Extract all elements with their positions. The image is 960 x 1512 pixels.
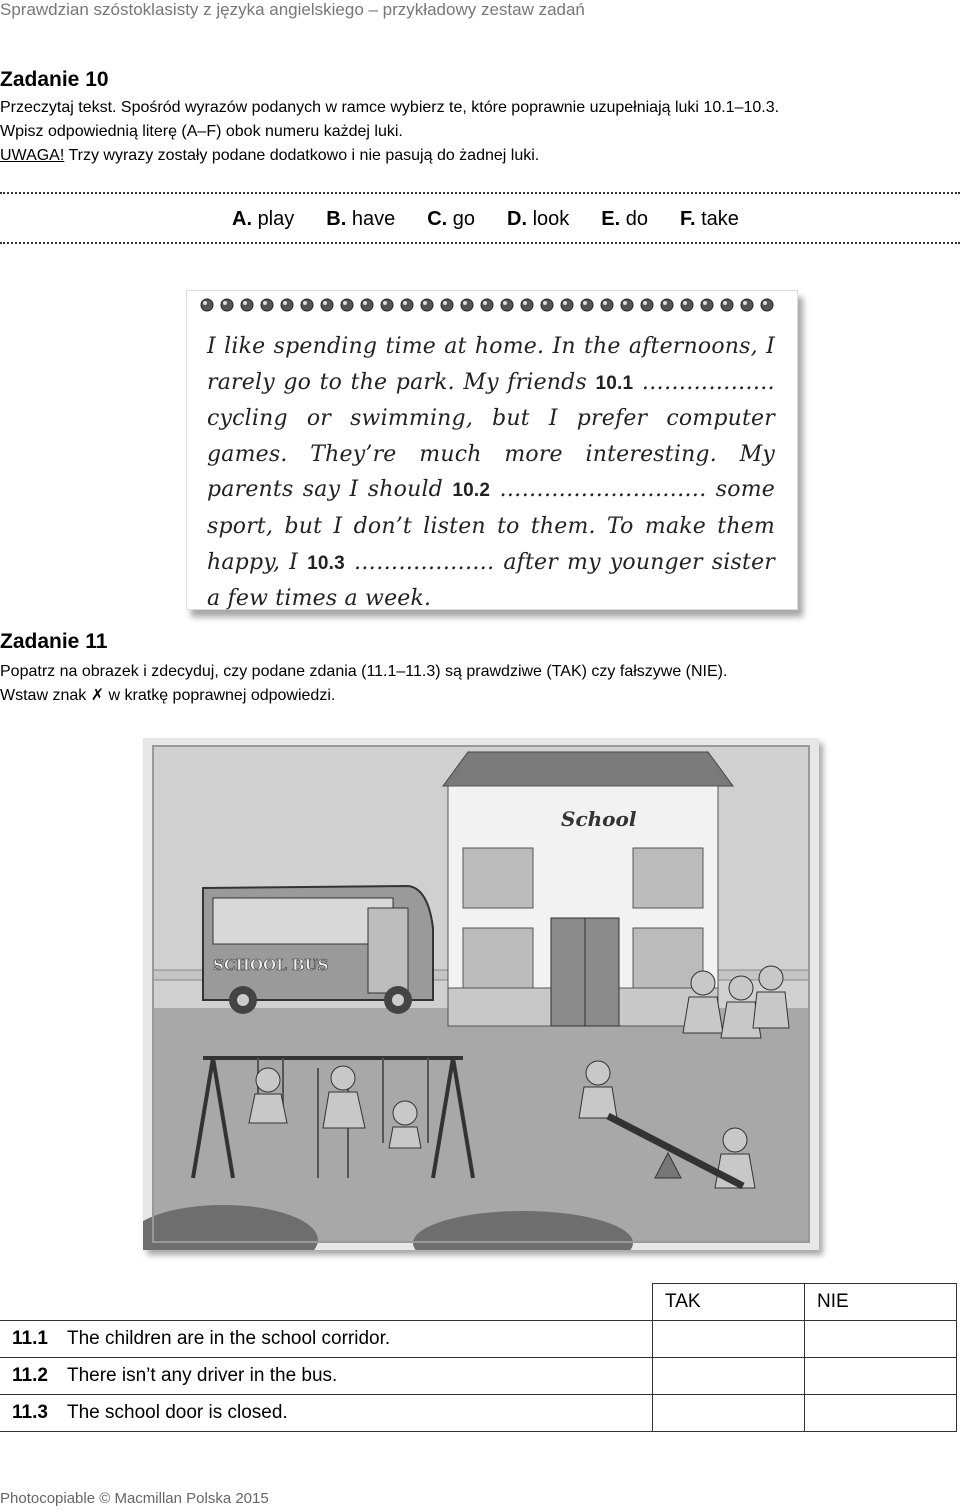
answer-blank[interactable]: ……………….	[344, 549, 504, 575]
school-sign: School	[561, 807, 637, 831]
gap-number: 10.2	[452, 480, 491, 502]
warning-line	[0, 144, 779, 168]
statement-text: The children are in the school corridor.	[61, 1321, 653, 1358]
task11-title: Zadanie 11	[0, 630, 108, 653]
statement-text: The school door is closed.	[61, 1395, 653, 1432]
answer-checkbox-no[interactable]	[805, 1321, 957, 1358]
schoolyard-illustration	[143, 738, 819, 1250]
page-footer: Photocopiable © Macmillan Polska 2015	[0, 1490, 269, 1507]
statement-number: 11.2	[0, 1358, 61, 1395]
answer-checkbox-yes[interactable]	[653, 1358, 805, 1395]
word-option: E. do	[601, 208, 648, 230]
word-option: D. look	[507, 208, 570, 230]
schoolyard-picture	[143, 738, 819, 1250]
column-header-yes: TAK	[653, 1284, 805, 1321]
gap-number: 10.3	[307, 552, 345, 574]
page-header: Sprawdzian szóstoklasisty z języka angielskiego – przykładowy zestaw zadań	[0, 0, 585, 19]
instruction-line: Wstaw znak ✗ w kratkę poprawnej odpowiedzi.	[0, 687, 336, 704]
answer-checkbox-no[interactable]	[805, 1395, 957, 1432]
answer-checkbox-no[interactable]	[805, 1358, 957, 1395]
table-row	[0, 1358, 957, 1395]
bus-sign: SCHOOL BUS	[213, 956, 329, 974]
word-bank	[232, 208, 739, 231]
spiral-rings-icon	[187, 291, 797, 321]
notebook-note	[186, 290, 798, 610]
statement-text: There isn’t any driver in the bus.	[61, 1358, 653, 1395]
statement-number: 11.1	[0, 1321, 61, 1358]
word-option: F. take	[680, 208, 739, 230]
task11-instructions	[0, 660, 727, 708]
task10-instructions	[0, 96, 779, 168]
gap-number: 10.1	[595, 372, 634, 394]
answer-checkbox-yes[interactable]	[653, 1321, 805, 1358]
word-option: C. go	[427, 208, 476, 230]
frame-bottom-divider	[0, 242, 960, 244]
word-option: B. have	[326, 208, 396, 230]
answer-blank[interactable]: ………………	[633, 369, 775, 395]
warning-label: UWAGA!	[0, 147, 65, 164]
answer-table	[0, 1283, 957, 1432]
note-text: I like spending time at home. In the afternoons, I rarely go to the park. My friends 10.1 ……………… cycling or swimming, but I prefer computer games. They’re much more interesting. My parents say I should 10.2 ………………………. some sport, but I don’t listen to them. To make them happy, I 10.3 ………………. after my younger sister a few times a week.	[207, 334, 775, 612]
table-row	[0, 1321, 957, 1358]
table-row	[0, 1395, 957, 1432]
instruction-line: Wpisz odpowiednią literę (A–F) obok numeru każdej luki.	[0, 123, 403, 140]
warning-text: Trzy wyrazy zostały podane dodatkowo i nie pasują do żadnej luki.	[64, 147, 540, 164]
frame-top-divider	[0, 192, 960, 194]
answer-checkbox-yes[interactable]	[653, 1395, 805, 1432]
instruction-line: Popatrz na obrazek i zdecyduj, czy podane zdania (11.1–11.3) są prawdziwe (TAK) czy fałszywe (NIE).	[0, 663, 728, 680]
word-option: A. play	[232, 208, 295, 230]
instruction-line: Przeczytaj tekst. Spośród wyrazów podanych w ramce wybierz te, które poprawnie uzupełniają luki 10.1–10.3.	[0, 99, 780, 116]
statement-number: 11.3	[0, 1395, 61, 1432]
task10-title: Zadanie 10	[0, 68, 109, 91]
answer-blank[interactable]: ……………………….	[490, 477, 716, 503]
column-header-no: NIE	[805, 1284, 957, 1321]
